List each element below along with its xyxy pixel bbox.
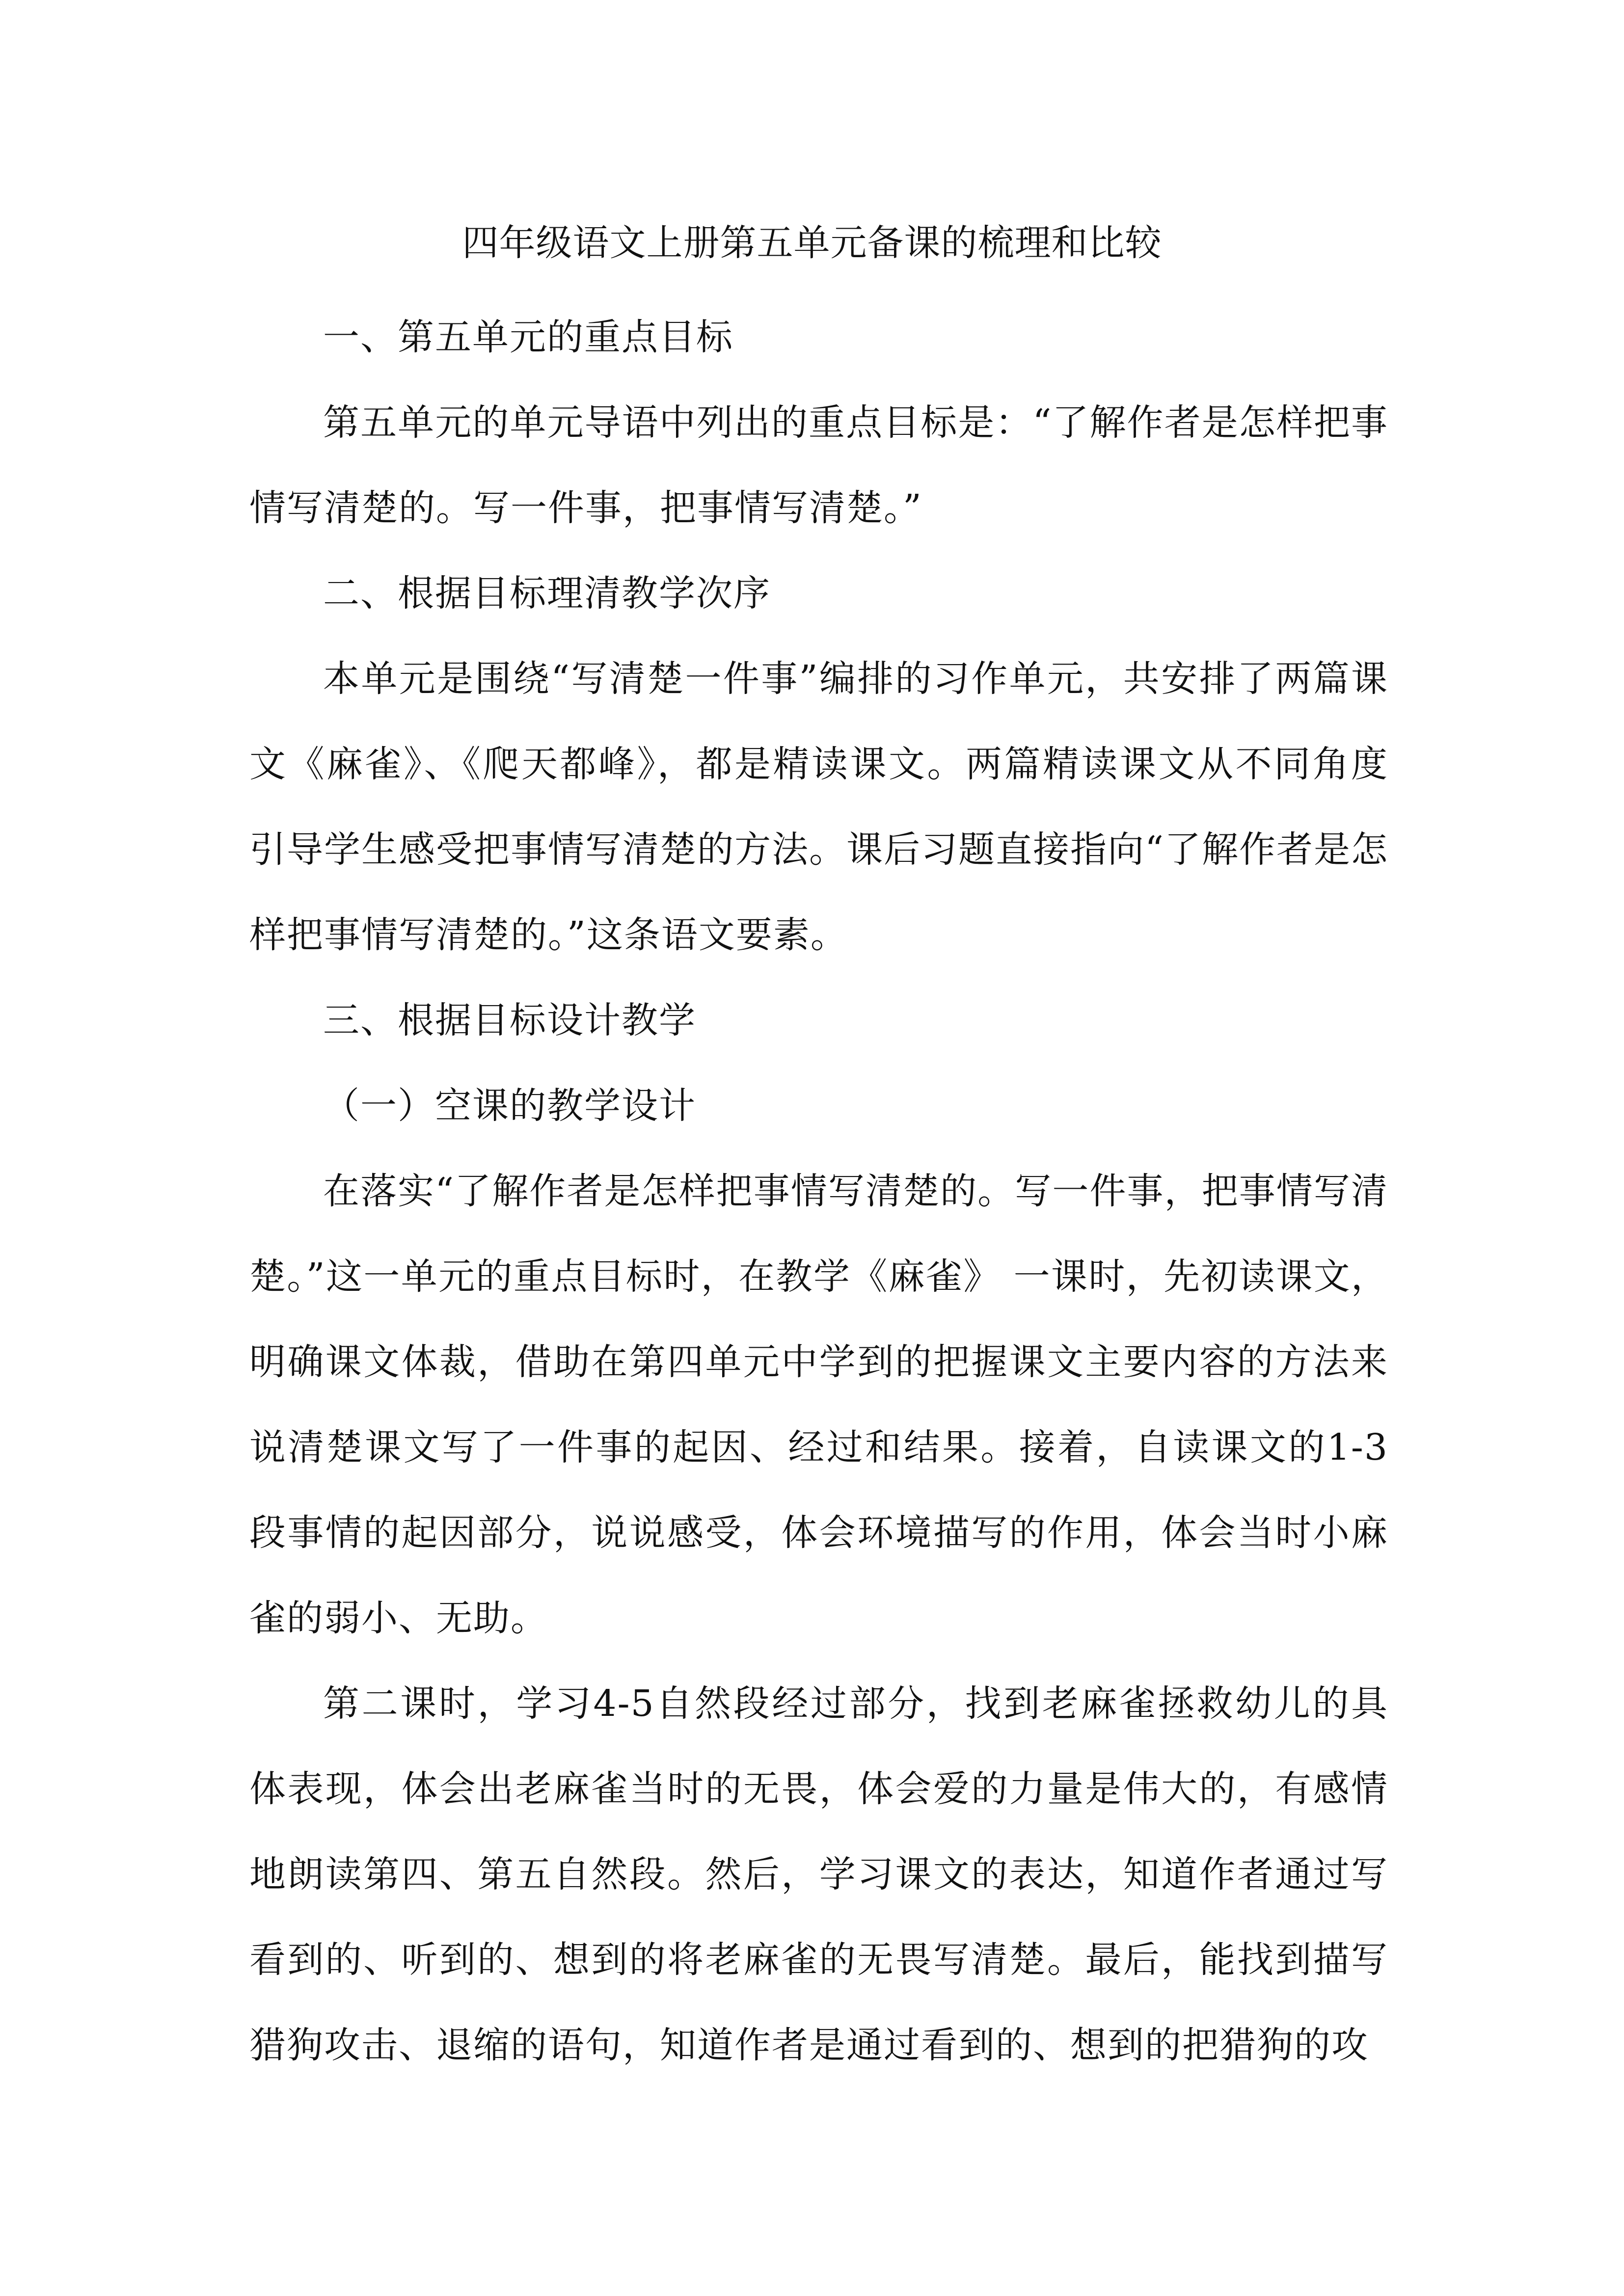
paragraph-1: 第五单元的单元导语中列出的重点目标是：“了解作者是怎样把事情写清楚的。写一件事，把事情写清楚。” [249,401,1388,529]
document-title: 四年级语文上册第五单元备课的梳理和比较 [462,222,1162,264]
paragraph-2: 本单元是围绕“写清楚一件事”编排的习作单元，共安排了两篇课文《麻雀》、《爬天都峰》，都是精读课文。两篇精读课文从不同角度引导学生感受把事情写清楚的方法。课后习题直接指向“了解作者是怎样把事情写清楚的。”这条语文要素。 [249,658,1388,956]
paragraph-3: 在落实“了解作者是怎样把事情写清楚的。写一件事，把事情写清楚。”这一单元的重点目标时，在教学《麻雀》 一课时，先初读课文，明确课文体裁，借助在第四单元中学到的把握课文主要内容的方法来说清楚课文写了一件事的起因、经过和结果。接着，自读课文的1-3段事情的起因部分，说说感受，体会环境描写的作用，体会当时小麻雀的弱小、无助。 [249,1170,1388,1639]
paragraph-4: 第二课时，学习4-5自然段经过部分，找到老麻雀拯救幼儿的具体表现，体会出老麻雀当时的无畏，体会爱的力量是伟大的，有感情地朗读第四、第五自然段。然后，学习课文的表达，知道作者通过写看到的、听到的、想到的将老麻雀的无畏写清楚。最后，能找到描写猎狗攻击、退缩的语句，知道作者是通过看到的、想到的把猎狗的攻 [249,1682,1388,2066]
sub-heading-1: （一）空课的教学设计 [323,1085,696,1127]
section-heading-1: 一、第五单元的重点目标 [323,316,733,358]
section-heading-3: 三、根据目标设计教学 [323,999,696,1041]
document-body [249,294,1388,2088]
section-heading-2: 二、根据目标理清教学次序 [323,572,771,614]
